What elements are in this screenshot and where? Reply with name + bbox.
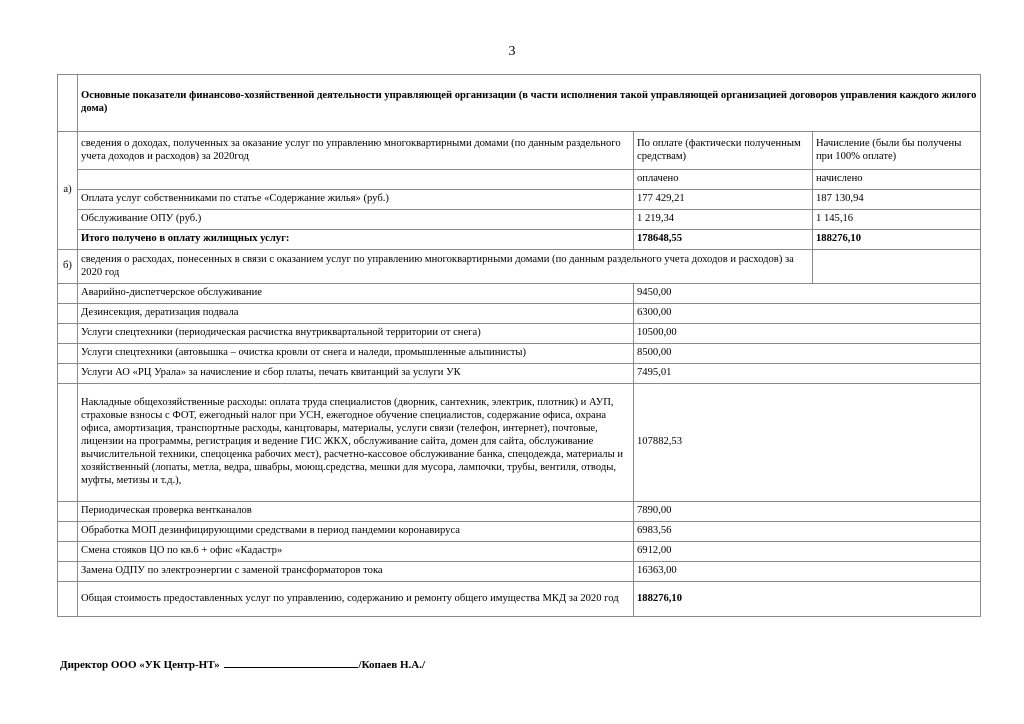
section-b-letter: б) xyxy=(58,250,78,284)
row-value: 7495,01 xyxy=(634,364,981,384)
col-paid-subheader: оплачено xyxy=(634,170,813,190)
col-accrued-header: Начисление (были бы получены при 100% оплате) xyxy=(813,132,981,170)
row-label: Оплата услуг собственниками по статье «Содержание жилья» (руб.) xyxy=(78,190,634,210)
col-accrued-subheader: начислено xyxy=(813,170,981,190)
row-paid: 177 429,21 xyxy=(634,190,813,210)
row-label: Обслуживание ОПУ (руб.) xyxy=(78,210,634,230)
table-row xyxy=(58,502,981,522)
section-a-subheader-row xyxy=(58,170,981,190)
row-label: Периодическая проверка вентканалов xyxy=(78,502,634,522)
row-label: Услуги спецтехники (периодическая расчистка внутриквартальной территории от снега) xyxy=(78,324,634,344)
row-value: 6983,56 xyxy=(634,522,981,542)
row-label: Обработка МОП дезинфицирующими средствами в период пандемии коронавируса xyxy=(78,522,634,542)
row-label: Замена ОДПУ по электроэнергии с заменой трансформаторов тока xyxy=(78,562,634,582)
col-paid-header: По оплате (фактически полученным средствам) xyxy=(634,132,813,170)
table-row xyxy=(58,364,981,384)
row-label: Услуги АО «РЦ Урала» за начисление и сбор платы, печать квитанций за услуги УК xyxy=(78,364,634,384)
table-row xyxy=(58,344,981,364)
total-label: Итого получено в оплату жилищных услуг: xyxy=(78,230,634,250)
table-row xyxy=(58,210,981,230)
table-header-row xyxy=(58,75,981,132)
row-label: Смена стояков ЦО по кв.6 + офис «Кадастр» xyxy=(78,542,634,562)
signature-prefix: Директор ООО «УК Центр-НТ» xyxy=(60,659,220,671)
overhead-label: Накладные общехозяйственные расходы: оплата труда специалистов (дворник, сантехник, электрик, плотник) и АУП, страховые взносы с ФОТ, ежегодный налог при УСН, ежегодное обучение специалистов, содержание офиса, охрана офиса, амортизация, транспортные расходы, канцтовары, материалы, услуги связи (телефон, интернет), почтовые, лицензии на программы, регистрация и ведение ГИС ЖКХ, обслуживание сайта, домен для сайта, обслуживание вычислительной техники, спецоценка рабочих мест), расчетно-кассовое обслуживание банка, спецодежда, материалы и хозяйственный (лопаты, метла, ведра, швабры, моющ.средства, мешки для мусора, лампочки, трубы, вентиля, отводы, муфты, метизы и т.д.), xyxy=(78,384,634,502)
table-row xyxy=(58,304,981,324)
row-label: Дезинсекция, дератизация подвала xyxy=(78,304,634,324)
row-value: 16363,00 xyxy=(634,562,981,582)
overhead-value: 107882,53 xyxy=(634,384,981,502)
financial-report-table xyxy=(57,74,981,617)
row-accrued: 187 130,94 xyxy=(813,190,981,210)
row-accrued: 1 145,16 xyxy=(813,210,981,230)
table-row xyxy=(58,542,981,562)
total-label: Общая стоимость предоставленных услуг по управлению, содержанию и ремонту общего имущества МКД за 2020 год xyxy=(78,582,634,617)
table-row xyxy=(58,190,981,210)
section-a-letter: а) xyxy=(58,132,78,250)
row-value: 6912,00 xyxy=(634,542,981,562)
page-number: 3 xyxy=(508,44,516,59)
section-b-header-row xyxy=(58,250,981,284)
table-row xyxy=(58,522,981,542)
row-paid: 1 219,34 xyxy=(634,210,813,230)
section-a-description: сведения о доходах, полученных за оказание услуг по управлению многоквартирными домами (по данным раздельного учета доходов и расходов) за 2020год xyxy=(78,132,634,170)
table-row xyxy=(58,284,981,304)
section-a-total-row xyxy=(58,230,981,250)
total-accrued: 188276,10 xyxy=(813,230,981,250)
row-label: Аварийно-диспетчерское обслуживание xyxy=(78,284,634,304)
report-title: Основные показатели финансово-хозяйственной деятельности управляющей организации (в части исполнения такой управляющей организацией договоров управления каждого жилого дома) xyxy=(78,75,981,132)
section-b-description: сведения о расходах, понесенных в связи с оказанием услуг по управлению многоквартирными домами (по данным раздельного учета доходов и расходов) за 2020 год xyxy=(78,250,813,284)
overhead-row xyxy=(58,384,981,502)
table-row xyxy=(58,324,981,344)
row-value: 10500,00 xyxy=(634,324,981,344)
row-label: Услуги спецтехники (автовышка – очистка кровли от снега и наледи, промышленные альпинисты) xyxy=(78,344,634,364)
total-paid: 178648,55 xyxy=(634,230,813,250)
row-value: 9450,00 xyxy=(634,284,981,304)
section-a-header-row xyxy=(58,132,981,170)
signature-line xyxy=(60,657,425,671)
row-value: 7890,00 xyxy=(634,502,981,522)
row-value: 8500,00 xyxy=(634,344,981,364)
signature-blank xyxy=(224,657,358,668)
table-row xyxy=(58,562,981,582)
section-b-total-row xyxy=(58,582,981,617)
total-value: 188276,10 xyxy=(634,582,981,617)
signature-name: /Копаев Н.А./ xyxy=(358,659,425,671)
row-value: 6300,00 xyxy=(634,304,981,324)
